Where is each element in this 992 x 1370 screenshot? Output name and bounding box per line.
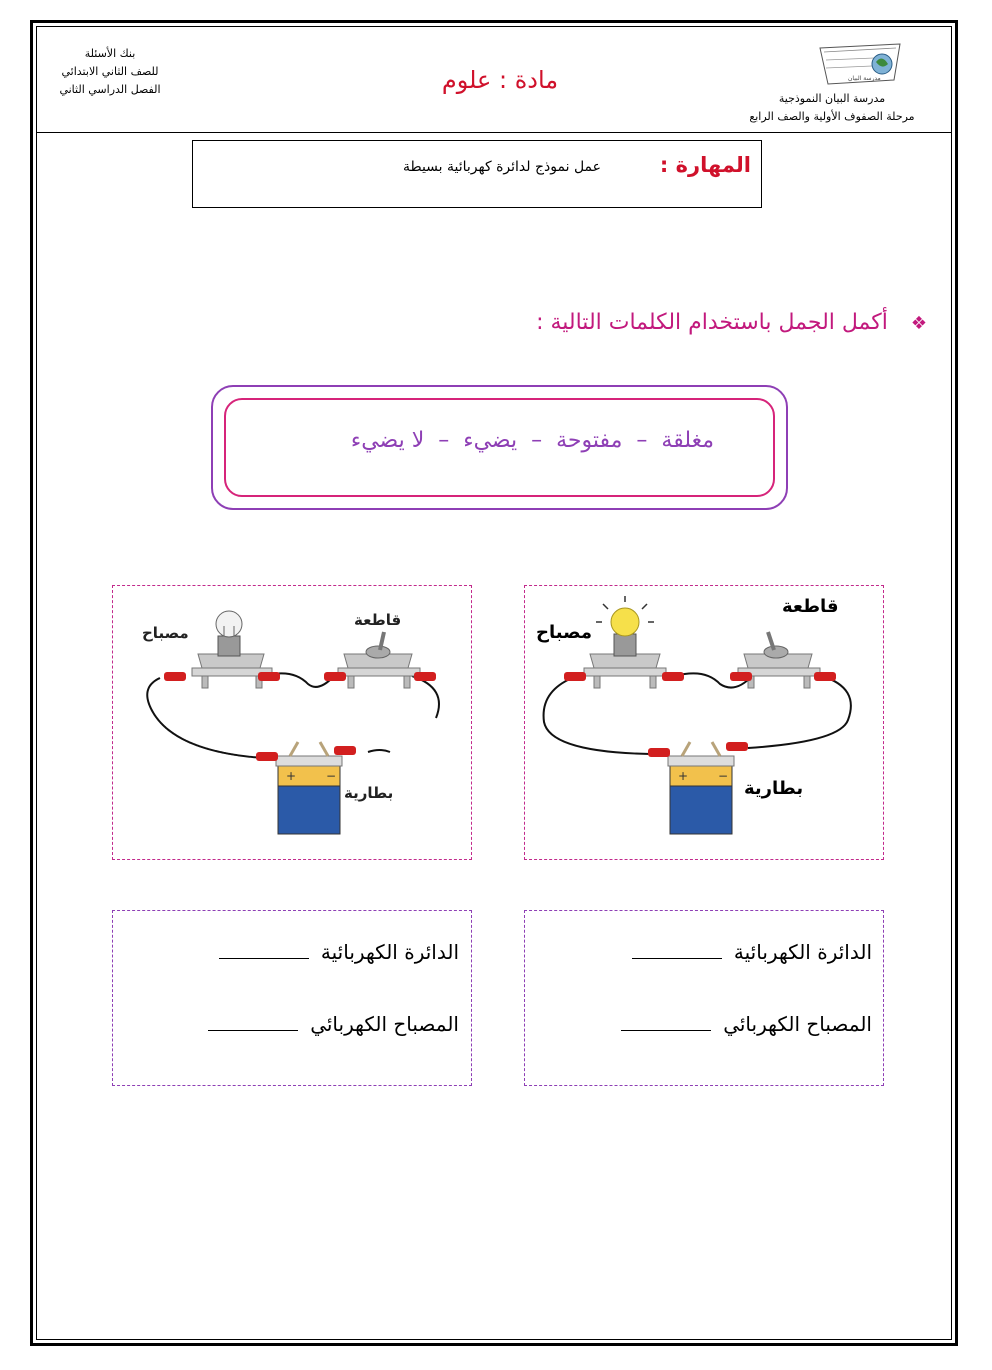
open-battery-label: بطارية <box>344 784 394 802</box>
svg-text:−: − <box>718 769 729 783</box>
school-logo <box>814 40 906 90</box>
header-divider <box>36 132 952 133</box>
instruction <box>536 310 927 335</box>
closed-lamp-label: مصباح <box>536 622 592 643</box>
svg-text:مدرسة البيان: مدرسة البيان <box>848 75 881 82</box>
open-circuit-sentence <box>219 940 459 964</box>
open-switch-label: قاطعة <box>354 611 402 629</box>
svg-text:+: + <box>678 769 689 783</box>
closed-circuit-prefix: الدائرة الكهربائية <box>733 940 872 964</box>
skill-box <box>192 140 762 208</box>
open-lamp-sentence <box>208 1012 459 1036</box>
instruction-text: أكمل الجمل باستخدام الكلمات التالية : <box>536 310 888 335</box>
open-circuit-prefix: الدائرة الكهربائية <box>320 940 459 964</box>
open-circuit-blank[interactable] <box>219 957 309 959</box>
svg-text:−: − <box>326 769 337 783</box>
school-name: مدرسة البيان النموذجية <box>778 92 886 105</box>
closed-lamp-prefix: المصباح الكهربائي <box>723 1012 872 1036</box>
skill-label: المهارة : <box>659 153 751 177</box>
closed-lamp-sentence <box>621 1012 872 1036</box>
closed-circuit-blank[interactable] <box>632 957 722 959</box>
closed-switch-label: قاطعة <box>782 596 839 617</box>
closed-battery-label: بطارية <box>744 778 804 799</box>
svg-text:+: + <box>286 769 297 783</box>
open-lamp-prefix: المصباح الكهربائي <box>310 1012 459 1036</box>
closed-lamp-blank[interactable] <box>621 1029 711 1031</box>
open-lamp-blank[interactable] <box>208 1029 298 1031</box>
open-lamp-label: مصباح <box>142 624 189 642</box>
closed-answer-box <box>524 910 884 1086</box>
diamond-bullet-icon: ❖ <box>910 313 927 334</box>
school-stage: مرحلة الصفوف الأولية والصف الرابع <box>749 110 915 123</box>
semester-label: الفصل الدراسي الثاني <box>59 83 161 96</box>
open-answer-box <box>112 910 472 1086</box>
question-bank-label: بنك الأسئلة <box>84 47 136 60</box>
grade-label: للصف الثاني الابتدائي <box>61 65 159 78</box>
word-bank-text: مغلقة – مفتوحة – يضيء – لا يضيء <box>350 428 714 453</box>
skill-text: عمل نموذج لدائرة كهربائية بسيطة <box>402 159 601 175</box>
subject-title: مادة : علوم <box>441 66 559 94</box>
closed-circuit-sentence <box>632 940 872 964</box>
